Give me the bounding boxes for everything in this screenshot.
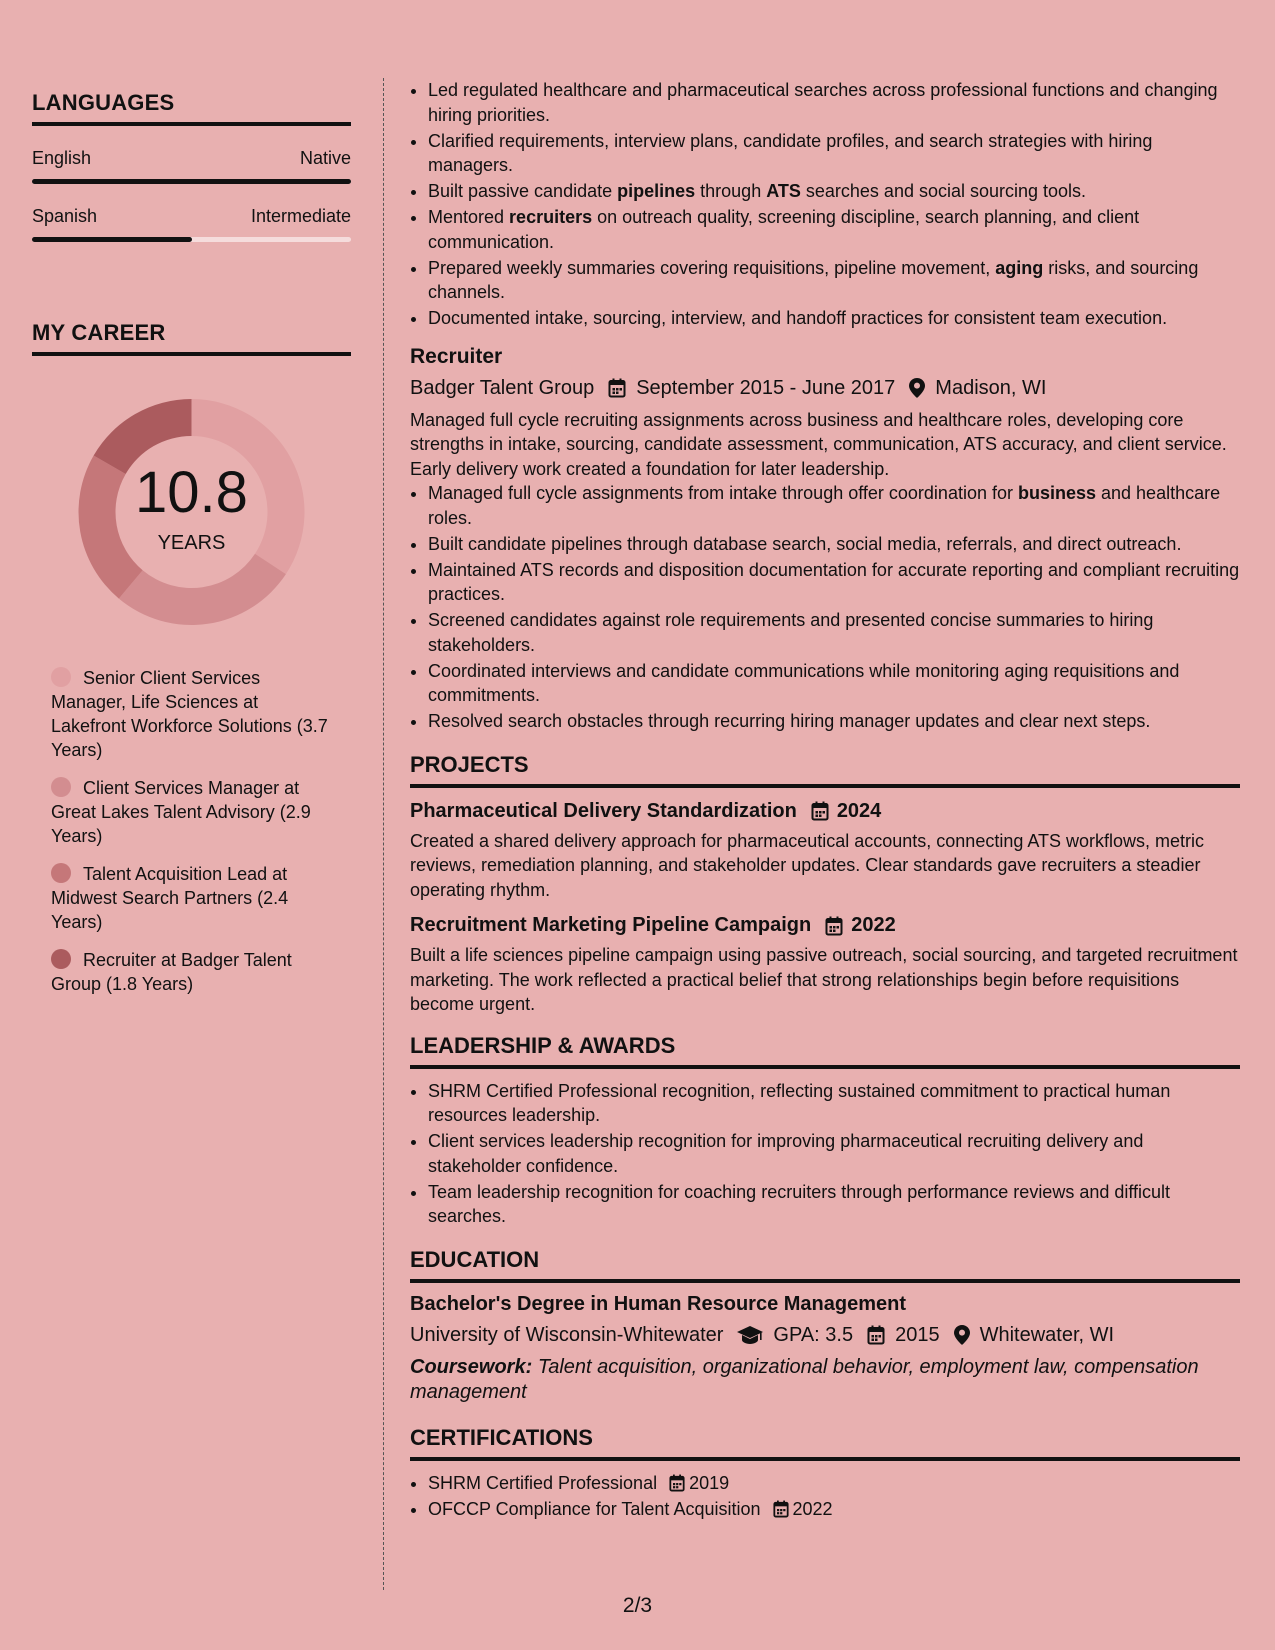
bullet-item: • Maintained ATS records and disposition documentation for accurate reporting and compliant recruiting practices. bbox=[428, 558, 1240, 607]
bullet-item: • Managed full cycle assignments from intake through offer coordination for business and healthcare roles. bbox=[428, 481, 1240, 530]
main-content bbox=[410, 78, 1240, 1523]
calendar-icon bbox=[867, 1325, 885, 1345]
coursework-label: Coursework: bbox=[410, 1355, 533, 1378]
bullet-item: • Coordinated interviews and candidate communications while monitoring aging requisitions and commitments. bbox=[428, 659, 1240, 708]
project-year: 2022 bbox=[851, 914, 896, 936]
project-description: Created a shared delivery approach for pharmaceutical accounts, connecting ATS workflows, metric reviews, remediation planning, and stakeholder updates. Clear standards gave recruiters a steadier operating rhythm. bbox=[410, 830, 1205, 900]
language-proficiency-fill bbox=[32, 237, 192, 242]
legend-dot bbox=[51, 667, 71, 687]
language-item bbox=[32, 206, 351, 242]
education-coursework bbox=[410, 1355, 1240, 1405]
awards-list bbox=[410, 1079, 1240, 1229]
bullet-item: • Resolved search obstacles through recurring hiring manager updates and clear next steps. bbox=[428, 709, 1240, 734]
award-item: • Client services leadership recognition for improving pharmaceutical recruiting delivery and stakeholder confidence. bbox=[428, 1129, 1240, 1178]
certification-item bbox=[428, 1471, 1240, 1496]
career-legend-item bbox=[51, 862, 331, 934]
location-pin-icon bbox=[909, 378, 925, 398]
certifications-list bbox=[410, 1471, 1240, 1522]
career-legend-item bbox=[51, 666, 331, 762]
career-legend-label: Client Services Manager at Great Lakes Talent Advisory (2.9 Years) bbox=[51, 778, 311, 846]
certification-name: • SHRM Certified Professional bbox=[428, 1472, 658, 1493]
education-gpa: GPA: 3.5 bbox=[773, 1323, 854, 1346]
career-legend-item bbox=[51, 776, 331, 848]
career-legend-label: Recruiter at Badger Talent Group (1.8 Years) bbox=[51, 950, 292, 994]
career-legend-item bbox=[51, 948, 331, 996]
legend-dot bbox=[51, 777, 71, 797]
certification-year: 2022 bbox=[792, 1498, 833, 1519]
bullet-item: • Built candidate pipelines through database search, social media, referrals, and direct outreach. bbox=[428, 532, 1240, 557]
calendar-icon bbox=[608, 378, 626, 398]
career-donut-chart bbox=[32, 392, 351, 632]
job-dates: September 2015 - June 2017 bbox=[636, 376, 896, 399]
column-divider bbox=[383, 78, 384, 1590]
education-year: 2015 bbox=[895, 1323, 940, 1346]
bullet-item: • Built passive candidate pipelines through ATS searches and social sourcing tools. bbox=[428, 179, 1240, 204]
certifications-heading: CERTIFICATIONS bbox=[410, 1425, 1240, 1461]
language-name: English bbox=[32, 148, 92, 168]
career-total-unit: YEARS bbox=[157, 532, 226, 554]
project-title: Pharmaceutical Delivery Standardization bbox=[410, 799, 797, 822]
education-school: University of Wisconsin-Whitewater bbox=[410, 1323, 724, 1346]
job-summary: Managed full cycle recruiting assignments across business and healthcare roles, developing core strengths in intake, sourcing, candidate assessment, communication, ATS accuracy, and client service. Early delivery work created a foundation for later leadership. bbox=[410, 409, 1227, 479]
calendar-icon bbox=[825, 916, 843, 936]
bullet-item: • Prepared weekly summaries covering requisitions, pipeline movement, aging risks, and sourcing channels. bbox=[428, 256, 1240, 305]
certification-item bbox=[428, 1497, 1240, 1522]
education-location: Whitewater, WI bbox=[979, 1323, 1115, 1346]
language-name: Spanish bbox=[32, 206, 98, 226]
legend-dot bbox=[51, 949, 71, 969]
award-item: • Team leadership recognition for coaching recruiters through performance reviews and difficult searches. bbox=[428, 1180, 1240, 1229]
page-number: 2/3 bbox=[622, 1594, 653, 1617]
career-legend bbox=[51, 666, 331, 996]
projects-heading: PROJECTS bbox=[410, 752, 1240, 788]
language-proficiency-bar bbox=[32, 237, 351, 242]
coursework-text: Talent acquisition, organizational behavior, employment law, compensation management bbox=[410, 1355, 1199, 1403]
career-legend-label: Talent Acquisition Lead at Midwest Search Partners (2.4 Years) bbox=[51, 864, 289, 932]
bullet-item: • Screened candidates against role requirements and presented concise summaries to hiring stakeholders. bbox=[428, 608, 1240, 657]
certification-year: 2019 bbox=[689, 1472, 730, 1493]
bullet-item: • Clarified requirements, interview plans, candidate profiles, and search strategies with hiring managers. bbox=[428, 129, 1240, 178]
education-meta bbox=[410, 1324, 1240, 1347]
languages-heading: LANGUAGES bbox=[32, 90, 351, 126]
experience-continued-bullets bbox=[410, 78, 1240, 331]
project-title: Recruitment Marketing Pipeline Campaign bbox=[410, 914, 812, 936]
bullet-item: • Mentored recruiters on outreach quality, screening discipline, search planning, and client communication. bbox=[428, 205, 1240, 254]
graduation-cap-icon bbox=[737, 1326, 763, 1344]
career-total-years: 10.8 bbox=[135, 460, 248, 525]
project-year: 2024 bbox=[836, 799, 882, 822]
language-level: Intermediate bbox=[250, 206, 351, 226]
award-item: • SHRM Certified Professional recognition, reflecting sustained commitment to practical human resources leadership. bbox=[428, 1079, 1240, 1128]
career-legend-label: Senior Client Services Manager, Life Sciences at Lakefront Workforce Solutions (3.7 Years) bbox=[51, 668, 328, 760]
job-bullets bbox=[410, 481, 1240, 734]
project-item bbox=[410, 800, 1240, 903]
languages-list bbox=[32, 148, 351, 242]
awards-heading: LEADERSHIP & AWARDS bbox=[410, 1033, 1240, 1069]
job-location: Madison, WI bbox=[935, 376, 1047, 399]
education-heading: EDUCATION bbox=[410, 1247, 1240, 1283]
job-title: Recruiter bbox=[410, 344, 503, 368]
job-company: Badger Talent Group bbox=[410, 376, 595, 399]
location-pin-icon bbox=[954, 1325, 970, 1345]
calendar-icon bbox=[773, 1500, 789, 1518]
project-description: Built a life sciences pipeline campaign using passive outreach, social sourcing, and targeted recruitment marketing. The work reflected a practical belief that strong relationships begin before requisitions become urgent. bbox=[410, 945, 1238, 1014]
job-meta bbox=[410, 377, 1240, 400]
education-degree: Bachelor's Degree in Human Resource Management bbox=[410, 1292, 907, 1315]
bullet-item: • Documented intake, sourcing, interview, and handoff practices for consistent team execution. bbox=[428, 306, 1240, 331]
donut-segment bbox=[119, 554, 286, 625]
sidebar bbox=[32, 90, 351, 1010]
language-proficiency-bar bbox=[32, 179, 351, 184]
career-heading: MY CAREER bbox=[32, 320, 351, 356]
legend-dot bbox=[51, 863, 71, 883]
language-level: Native bbox=[299, 148, 351, 168]
bullet-item: • Led regulated healthcare and pharmaceutical searches across professional functions and changing hiring priorities. bbox=[428, 78, 1240, 127]
project-item bbox=[410, 914, 1240, 1017]
calendar-icon bbox=[811, 801, 829, 821]
language-proficiency-fill bbox=[32, 179, 351, 184]
language-item bbox=[32, 148, 351, 184]
calendar-icon bbox=[669, 1474, 685, 1492]
certification-name: • OFCCP Compliance for Talent Acquisition bbox=[428, 1498, 761, 1519]
